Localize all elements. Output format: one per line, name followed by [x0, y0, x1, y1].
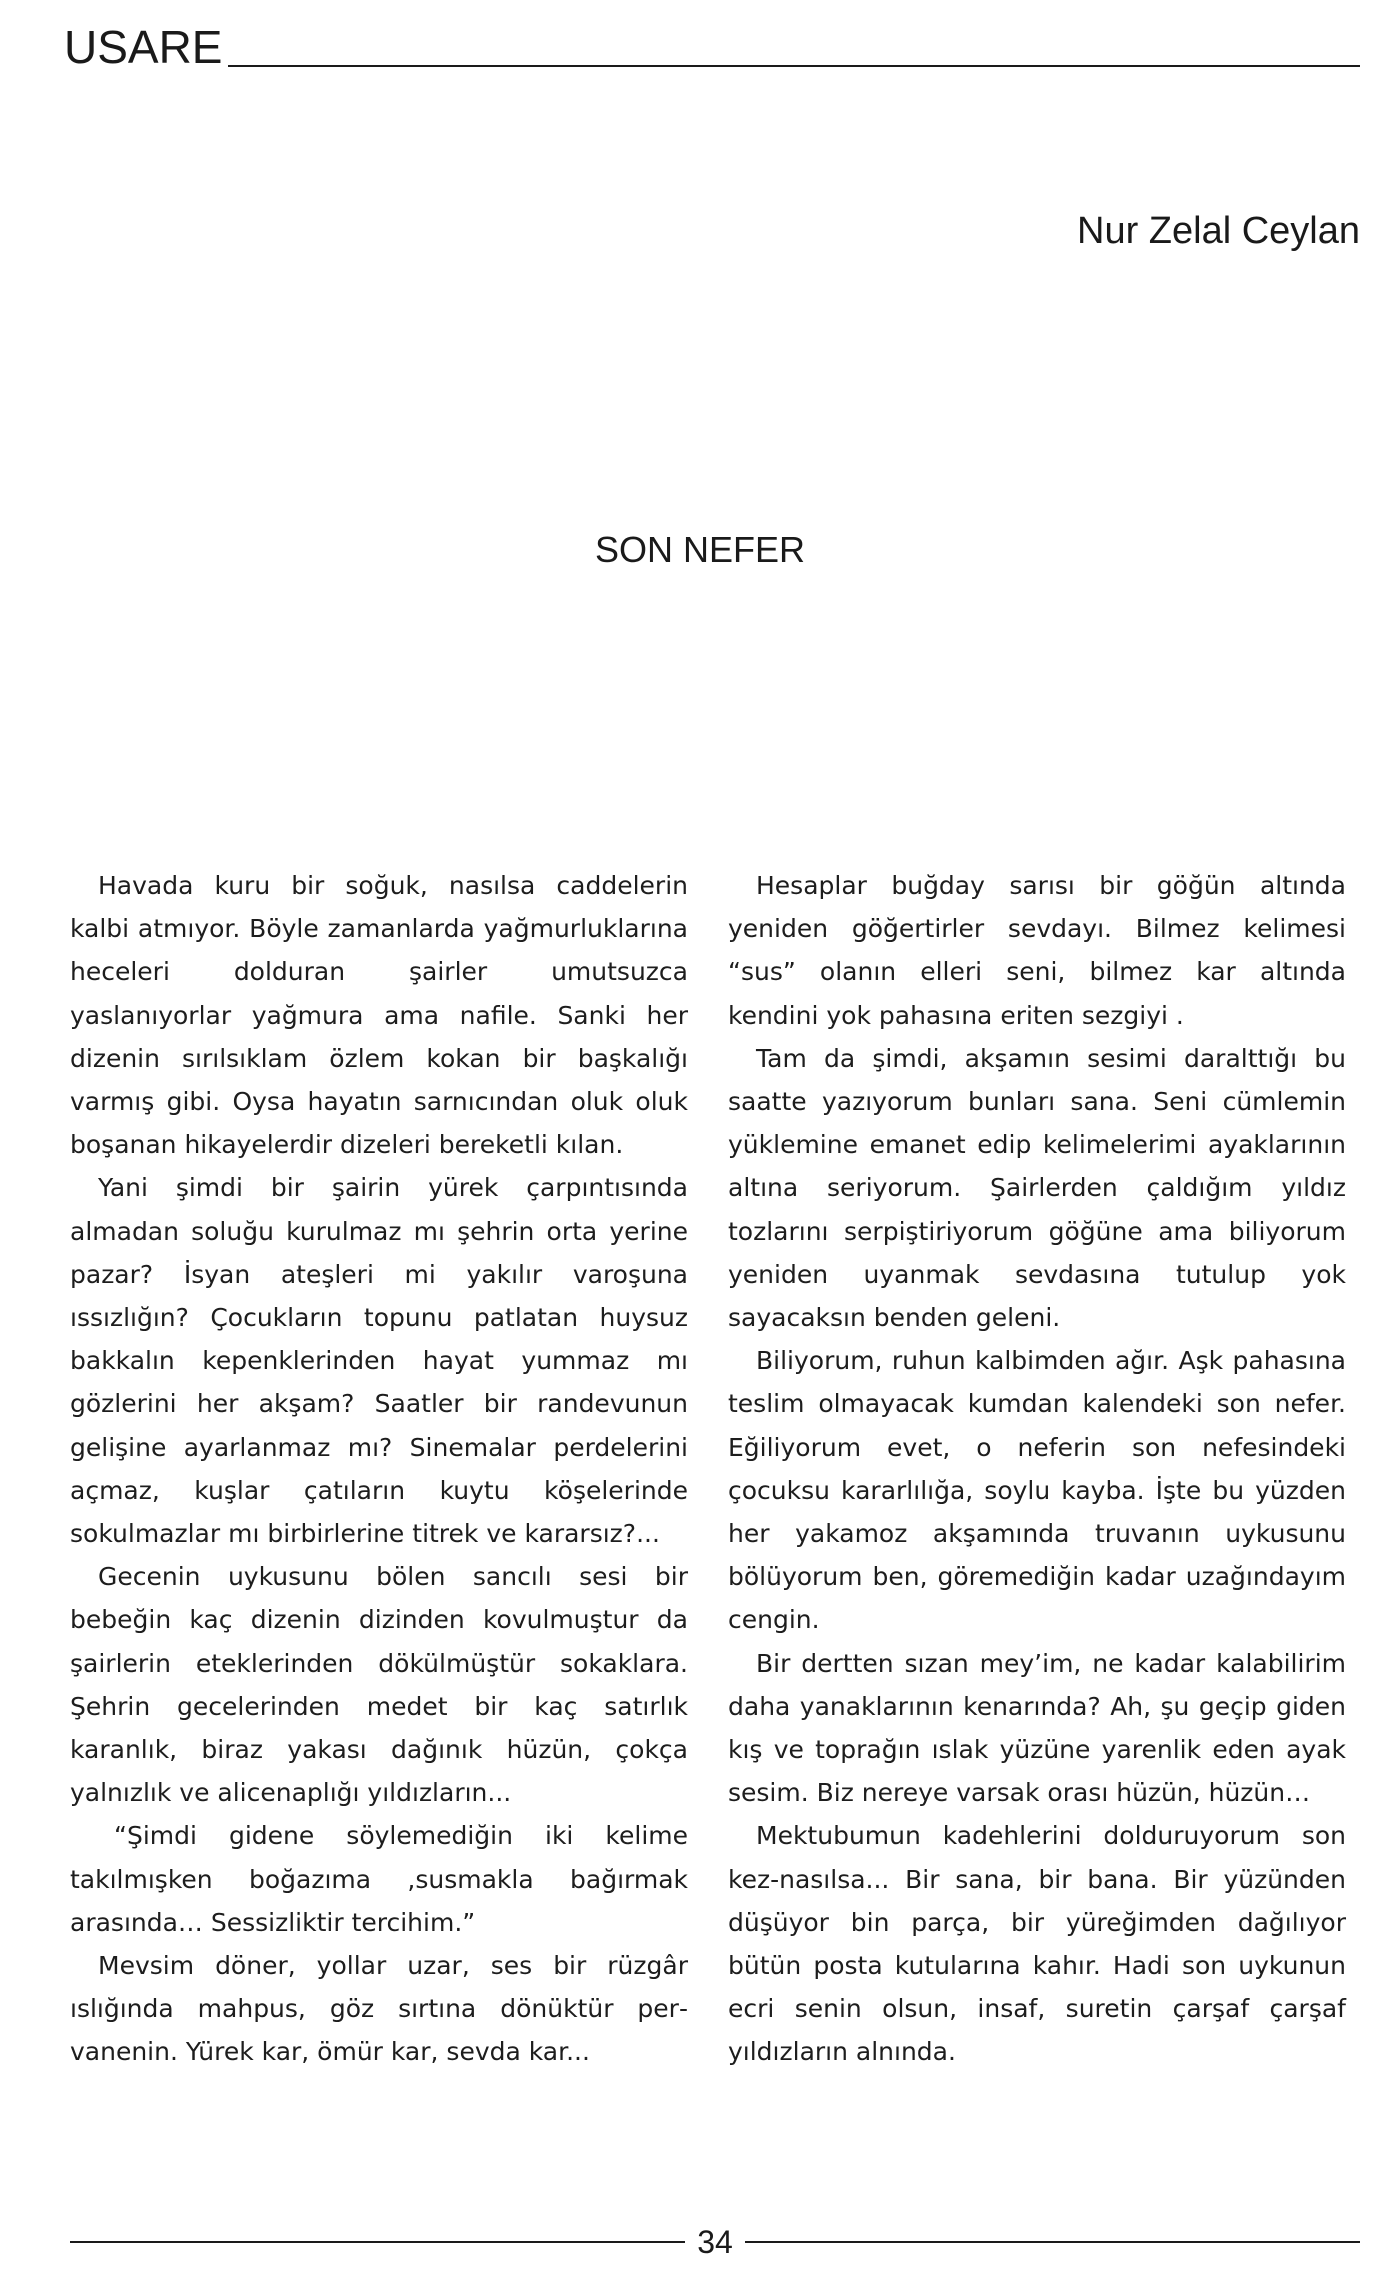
author-name: Nur Zelal Ceylan — [1077, 210, 1360, 252]
footer-rule-right — [745, 2241, 1360, 2243]
header-rule — [228, 65, 1360, 67]
paragraph: Havada kuru bir soğuk, nasılsa caddelerin kalbi atmıyor. Böyle zamanlarda yağmurluklarına heceleri dolduran şairler umutsuzca yaslanıyorlar yağmura ama nafile. Sanki her dizenin sırılsıklam özlem kokan bir başkalığı varmış gibi. Oysa hayatın sarnıcından oluk oluk boşanan hikayelerdir dizeleri bereketli kılan. — [70, 871, 688, 1160]
page-number: 34 — [697, 2224, 733, 2260]
quote-paragraph: “Şimdi gidene söylemediğin iki kelime takılmışken boğazıma ,susmakla bağırmak arasında… Sessizliktir tercihim.” — [70, 1821, 688, 1937]
paragraph: Bir dertten sızan mey’im, ne kadar kalabilirim daha yanaklarının kenarında? Ah, şu geçip giden kış ve toprağın ıslak yüzüne yarenlik eden ayak sesim. Biz nereye varsak orası hüzün, hüzün… — [728, 1648, 1346, 1808]
paragraph: Mevsim döner, yollar uzar, ses bir rüzgâr ıslığında mahpus, göz sırtına dönüktür pervanenin. Yürek kar, ömür kar, sevda kar... — [70, 1951, 688, 2067]
right-column — [728, 864, 1346, 2074]
left-column — [70, 864, 688, 2074]
page-footer — [70, 2222, 1360, 2262]
paragraph: Biliyorum, ruhun kalbimden ağır. Aşk pahasına teslim olmayacak kumdan kalendeki son nefer. Eğiliyorum evet, o neferin son nefesindeki çocuksu kararlılığa, soylu kayba. İşte bu yüzden her yakamoz akşamında truvanın uykusunu bölüyorum ben, göremediğin kadar uzağındayım cengin. — [728, 1346, 1346, 1635]
paragraph: Mektubumun kadehlerini dolduruyorum son kez-nasılsa... Bir sana, bir bana. Bir yüzünden düşüyor bin parça, bir yüreğimden dağılıyor bütün posta kutularına kahır. Hadi son uykunun ecri senin olsun, insaf, suretin çarşaf çarşaf yıldızların alnında. — [728, 1821, 1346, 2067]
paragraph: Yani şimdi bir şairin yürek çarpıntısında almadan soluğu kurulmaz mı şehrin orta yerine pazar? İsyan ateşleri mi yakılır varoşuna ıssızlığın? Çocukların topunu patlatan huysuz bakkalın kepenklerinden hayat yummaz mı gözlerini her akşam? Saatler bir randevunun gelişine ayarlanmaz mı? Sinemalar perdelerini açmaz, kuşlar çatıların kuytu köşelerinde sokulmazlar mı birbirlerine titrek ve kararsız?... — [70, 1173, 688, 1549]
footer-rule-left — [70, 2241, 685, 2243]
paragraph: Hesaplar buğday sarısı bir göğün altında yeniden göğertirler sevdayı. Bilmez kelimesi “sus” olanın elleri seni, bilmez kar altında kendini yok pahasına eriten sezgiyi . — [728, 871, 1346, 1030]
article-title: SON NEFER — [594, 529, 806, 570]
running-header — [64, 20, 1360, 73]
paragraph: Tam da şimdi, akşamın sesimi daralttığı bu saatte yazıyorum bunları sana. Seni cümlemin yüklemine emanet edip kelimelerimi ayaklarının altına seriyorum. Şairlerden çaldığım yıldız tozlarını serpiştiriyorum göğüne ama biliyorum yeniden uyanmak sevdasına tutulup yok sayacaksın benden geleni. — [728, 1043, 1346, 1333]
journal-name: USARE — [64, 21, 223, 73]
paragraph: Gecenin uykusunu bölen sancılı sesi bir bebeğin kaç dizenin dizinden kovulmuştur da şairlerin eteklerinden dökülmüştür sokaklara. Şehrin gecelerinden medet bir kaç satırlık karanlık, biraz yakası dağınık hüzün, çokça yalnızlık ve alicenaplığı yıldızların... — [70, 1562, 688, 1808]
